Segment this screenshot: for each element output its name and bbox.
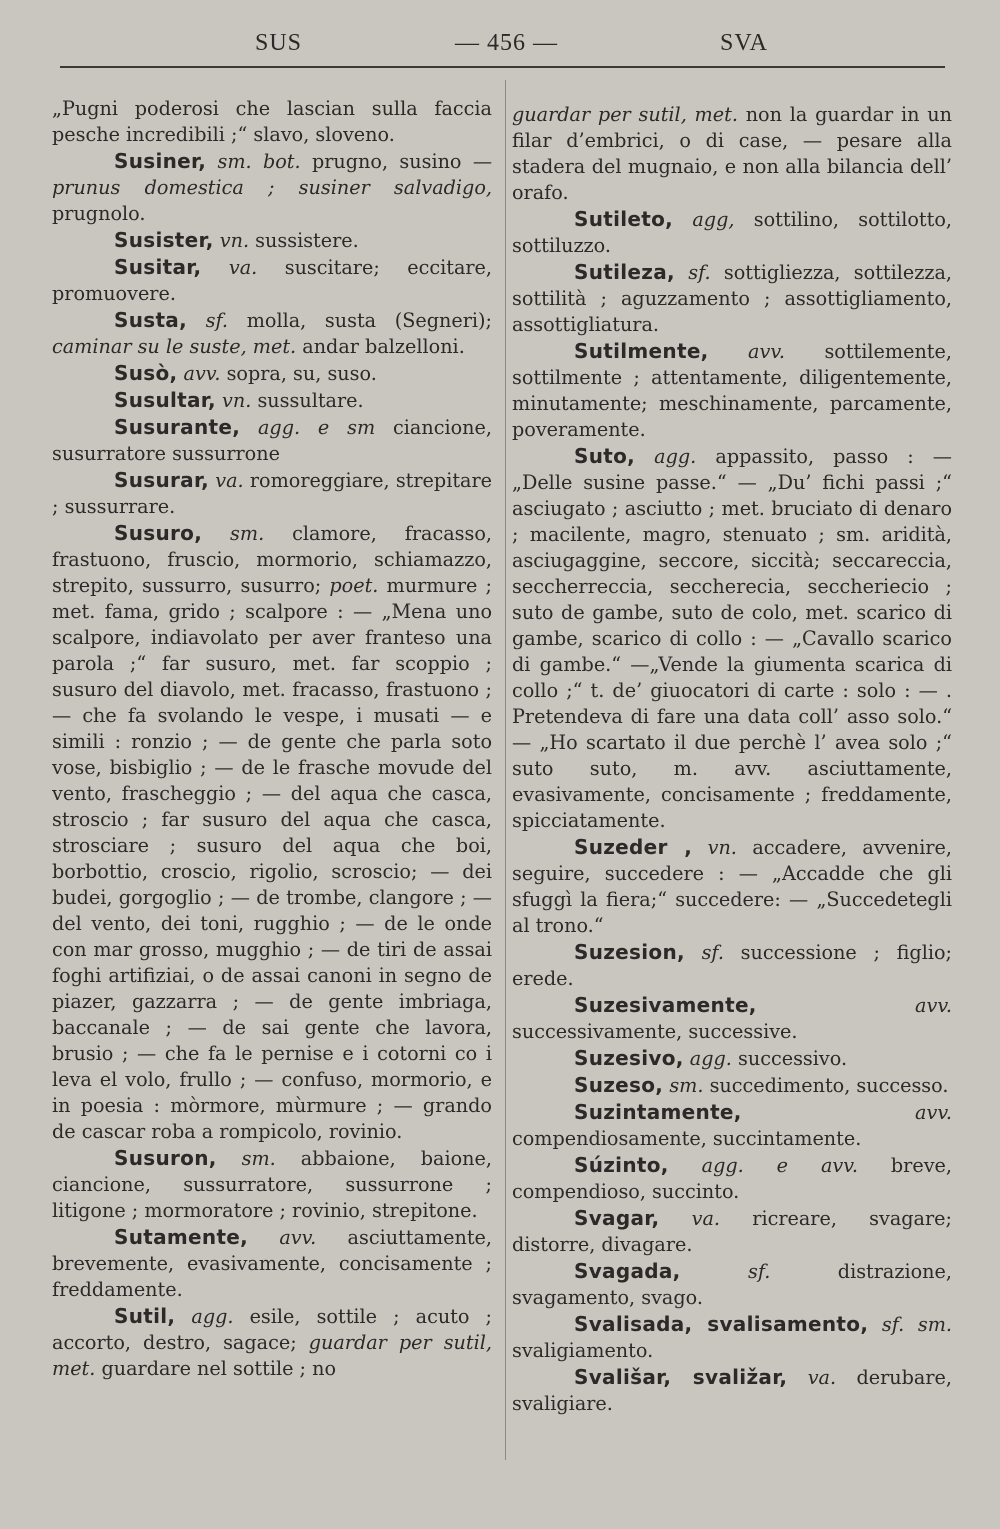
- definition-text: andar balzelloni.: [296, 335, 465, 358]
- headword: Svagada,: [574, 1259, 681, 1283]
- definition-text: breve, compendioso, succinto.: [512, 1154, 952, 1203]
- definition-text: murmure ; met. fama, grido ; scalpore : — „Mena uno scalpore, indiavolato per aver franteso una parola ;“ far susuro, met. far scoppio ; susuro del diavolo, met. fracasso, frastuono ; — che fa svolando le vespe, i musati — e simili : ronzio ; — de gente che parla soto vose, bisbiglio ; — de le frasche movude del vento, frascheggio ; — del aqua che casca, stroscio ; far susuro del aqua che casca, strosciare ; susuro del aqua che boi, borbottio, croscio, rigolio, scroscio; — dei budei, gorgoglio ; — de trombe, clangore ; — del vento, dei toni, rugghio ; — de le onde con mar grosso, mugghio ; — de tiri de assai foghi artifiziai, o de assai canoni in segno de piazer, gazzarra ; — de gente imbriaga, baccanale ; — de sai gente che lavora, brusio ; — che fa le pernise e i cotorni co i leva el volo, frullo ; — confuso, mormorio, e in poesia : mòrmore, mùrmure ; — grando de cascar roba a rompicolo, rovinio.: [52, 574, 492, 1143]
- header-rule: [60, 66, 945, 68]
- definition-text: prugnolo.: [52, 202, 146, 225]
- definition-text: accadere, avvenire, seguire, succedere : — „Accadde che gli sfuggì la fiera;“ succedere: — „Succedetegli al trono.“: [512, 836, 952, 937]
- definition-text: successivo.: [738, 1047, 848, 1070]
- definition-text: asciuttamente, brevemente, evasivamente, concisamente ; freddamente.: [52, 1226, 492, 1301]
- headword: Susister,: [114, 228, 214, 252]
- grammar-label: sm.: [241, 1147, 276, 1170]
- grammar-label: avv.: [915, 994, 952, 1017]
- grammar-label: agg.: [191, 1305, 234, 1328]
- headword: Susiner,: [114, 149, 207, 173]
- grammar-label: sm.: [230, 522, 265, 545]
- definition-text: romoreggiare, strepitare ; sussurrare.: [52, 469, 493, 518]
- headword: Suzeder ,: [574, 835, 693, 859]
- definition-text: sussultare.: [257, 389, 364, 412]
- definition-text: ciancione, susurratore sussurrone: [52, 416, 492, 465]
- dictionary-entry: [52, 96, 492, 148]
- definition-text: sottilemente, sottilmente ; attentamente, diligentemente, minutamente; meschinamente, parcamente, poveramente.: [512, 340, 952, 441]
- grammar-label: sf.: [688, 261, 711, 284]
- dictionary-entry: [52, 387, 492, 414]
- dictionary-entry: [512, 1205, 952, 1258]
- headword: Svagar,: [574, 1206, 660, 1230]
- headword: Sutileto,: [574, 207, 674, 231]
- dictionary-entry: [512, 1072, 952, 1099]
- grammar-label: agg.: [689, 1047, 732, 1070]
- definition-text: abbaione, baione, ciancione, sussurratore, sussurrone ; litigone ; mormoratore ; rovinio, strepitone.: [52, 1147, 492, 1222]
- grammar-label: va.: [807, 1366, 837, 1389]
- headword: Suzesivamente,: [574, 993, 757, 1017]
- grammar-label: sf.: [205, 309, 229, 332]
- header-left-guide-word: SUS: [255, 30, 303, 56]
- headword: Susurar,: [114, 468, 210, 492]
- definition-text: prugno, susino —: [311, 150, 493, 173]
- headword: Susitar,: [114, 255, 202, 279]
- headword: Súzinto,: [574, 1153, 669, 1177]
- dictionary-entry: [52, 227, 492, 254]
- dictionary-entry: [512, 1258, 952, 1311]
- dictionary-entry: [52, 1224, 492, 1303]
- headword: Susultar,: [114, 388, 216, 412]
- headword: Sutamente,: [114, 1225, 249, 1249]
- headword: Suto,: [574, 444, 636, 468]
- dictionary-entry: [52, 414, 492, 467]
- dictionary-entry: [52, 254, 492, 307]
- dictionary-entry: [512, 259, 952, 338]
- headword: Suzeso,: [574, 1073, 664, 1097]
- definition-text: guardare nel sottile ; no: [95, 1357, 337, 1380]
- headword: Susuron,: [114, 1146, 217, 1170]
- dictionary-entry: [52, 360, 492, 387]
- grammar-label: sm. bot.: [217, 150, 301, 173]
- headword: Svališar, svaližar,: [574, 1365, 788, 1389]
- example-text: guardar per sutil, met.: [52, 1331, 492, 1380]
- definition-text: derubare, svaligiare.: [512, 1366, 952, 1415]
- grammar-label: agg,: [692, 208, 735, 231]
- grammar-label: vn.: [707, 836, 737, 859]
- definition-text: sopra, su, suso.: [226, 362, 377, 385]
- headword: Susuro,: [114, 521, 203, 545]
- page-number: — 456 —: [455, 30, 558, 56]
- dictionary-entry: [52, 1145, 492, 1224]
- example-text: guardar per sutil, met.: [512, 103, 738, 126]
- grammar-label: agg. e sm: [257, 416, 376, 439]
- headword: Sutilmente,: [574, 339, 709, 363]
- definition-text: non la guardar in un filar d’embrici, o di case, — pesare alla stadera del mugnaio, e non alla bilancia dell’ orafo.: [512, 103, 952, 204]
- dictionary-entry: [52, 148, 492, 227]
- dictionary-entry: [512, 102, 952, 206]
- definition-text: sottigliezza, sottilezza, sottilità ; aguzzamento ; assottigliamento, assottigliatura.: [512, 261, 953, 336]
- definition-text: suscitare; eccitare, promuovere.: [52, 256, 493, 305]
- definition-text: sottilino, sottilotto, sottiluzzo.: [512, 208, 952, 257]
- left-column: [52, 96, 492, 1382]
- grammar-label: avv.: [915, 1101, 952, 1124]
- dictionary-entry: [512, 992, 952, 1045]
- definition-text: clamore, fracasso, frastuono, fruscio, mormorio, schiamazzo, strepito, sussurro, susurro;: [52, 522, 492, 597]
- grammar-label: va.: [228, 256, 258, 279]
- definition-text: successivamente, successive.: [512, 1020, 798, 1043]
- headword: Susò,: [114, 361, 178, 385]
- dictionary-entry: [52, 520, 492, 1145]
- dictionary-entry: [512, 939, 952, 992]
- example-text: poet.: [329, 574, 379, 597]
- example-text: caminar su le suste, met.: [52, 335, 297, 358]
- grammar-label: avv.: [183, 362, 221, 385]
- grammar-label: sm.: [669, 1074, 704, 1097]
- dictionary-entry: [512, 206, 952, 259]
- headword: Svalisada, svalisamento,: [574, 1312, 869, 1336]
- right-column: [512, 102, 952, 1417]
- definition-text: ricreare, svagare; distorre, divagare.: [512, 1207, 952, 1256]
- headword: Suzintamente,: [574, 1100, 742, 1124]
- definition-text: esile, sottile ; acuto ; accorto, destro, sagace;: [52, 1305, 492, 1354]
- definition-text: succedimento, successo.: [709, 1074, 949, 1097]
- headword: Sutileza,: [574, 260, 675, 284]
- dictionary-entry: [512, 1364, 952, 1417]
- definition-text: appassito, passo : — „Delle susine passe.“ — „Du’ fichi passi ;“ asciugato ; asciutto ; met. bruciato di denaro ; macilente, magro, stenuato ; sm. aridità, asciugaggine, seccore, siccità; seccareccia, seccherreccia, seccherecia, seccheriecio ; suto de gambe, suto de colo, met. scarico di gambe, scarico di collo : — „Cavallo scarico di gambe.“ —„Vende la giumenta scarica di collo ;“ t. de’ giuocatori di carte : solo : — . Pretendeva di fare una data coll’ asso solo.“ — „Ho scartato il due perchè l’ avea solo ;“ suto suto, m. avv. asciuttamente, evasivamente, concisamente ; freddamente, spicciatamente.: [512, 445, 952, 832]
- dictionary-entry: [52, 1303, 492, 1382]
- headword: Suzesion,: [574, 940, 685, 964]
- definition-text: molla, susta (Segneri);: [246, 309, 492, 332]
- definition-text: compendiosamente, succintamente.: [512, 1127, 862, 1150]
- grammar-label: avv.: [748, 340, 785, 363]
- grammar-label: sf.: [701, 941, 724, 964]
- grammar-label: agg.: [654, 445, 697, 468]
- dictionary-entry: [52, 307, 492, 360]
- grammar-label: sf. sm.: [881, 1313, 952, 1336]
- header-right-guide-word: SVA: [720, 30, 768, 56]
- definition-text: svaligiamento.: [512, 1339, 654, 1362]
- definition-text: distrazione, svagamento, svago.: [512, 1260, 952, 1309]
- dictionary-entry: [512, 443, 952, 834]
- grammar-label: va.: [215, 469, 244, 492]
- grammar-label: va.: [691, 1207, 721, 1230]
- dictionary-entry: [512, 338, 952, 443]
- grammar-label: sf.: [747, 1260, 771, 1283]
- dictionary-entry: [512, 834, 952, 939]
- definition-text: successione ; figlio; erede.: [512, 941, 952, 990]
- dictionary-entry: [512, 1152, 952, 1205]
- dictionary-entry: [52, 467, 492, 520]
- headword: Susta,: [114, 308, 188, 332]
- grammar-label: agg. e avv.: [701, 1154, 858, 1177]
- dictionary-entry: [512, 1099, 952, 1152]
- page-header: [60, 30, 945, 70]
- grammar-label: vn.: [222, 389, 252, 412]
- column-divider: [505, 80, 506, 1460]
- definition-text: „Pugni poderosi che lascian sulla faccia pesche incredibili ;“ slavo, sloveno.: [52, 97, 492, 146]
- dictionary-entry: [512, 1311, 952, 1364]
- headword: Susurante,: [114, 415, 241, 439]
- headword: Suzesivo,: [574, 1046, 684, 1070]
- headword: Sutil,: [114, 1304, 176, 1328]
- definition-text: sussistere.: [255, 229, 359, 252]
- grammar-label: avv.: [279, 1226, 317, 1249]
- example-text: prunus domestica ; susiner salvadigo,: [52, 176, 492, 199]
- grammar-label: vn.: [219, 229, 250, 252]
- dictionary-entry: [512, 1045, 952, 1072]
